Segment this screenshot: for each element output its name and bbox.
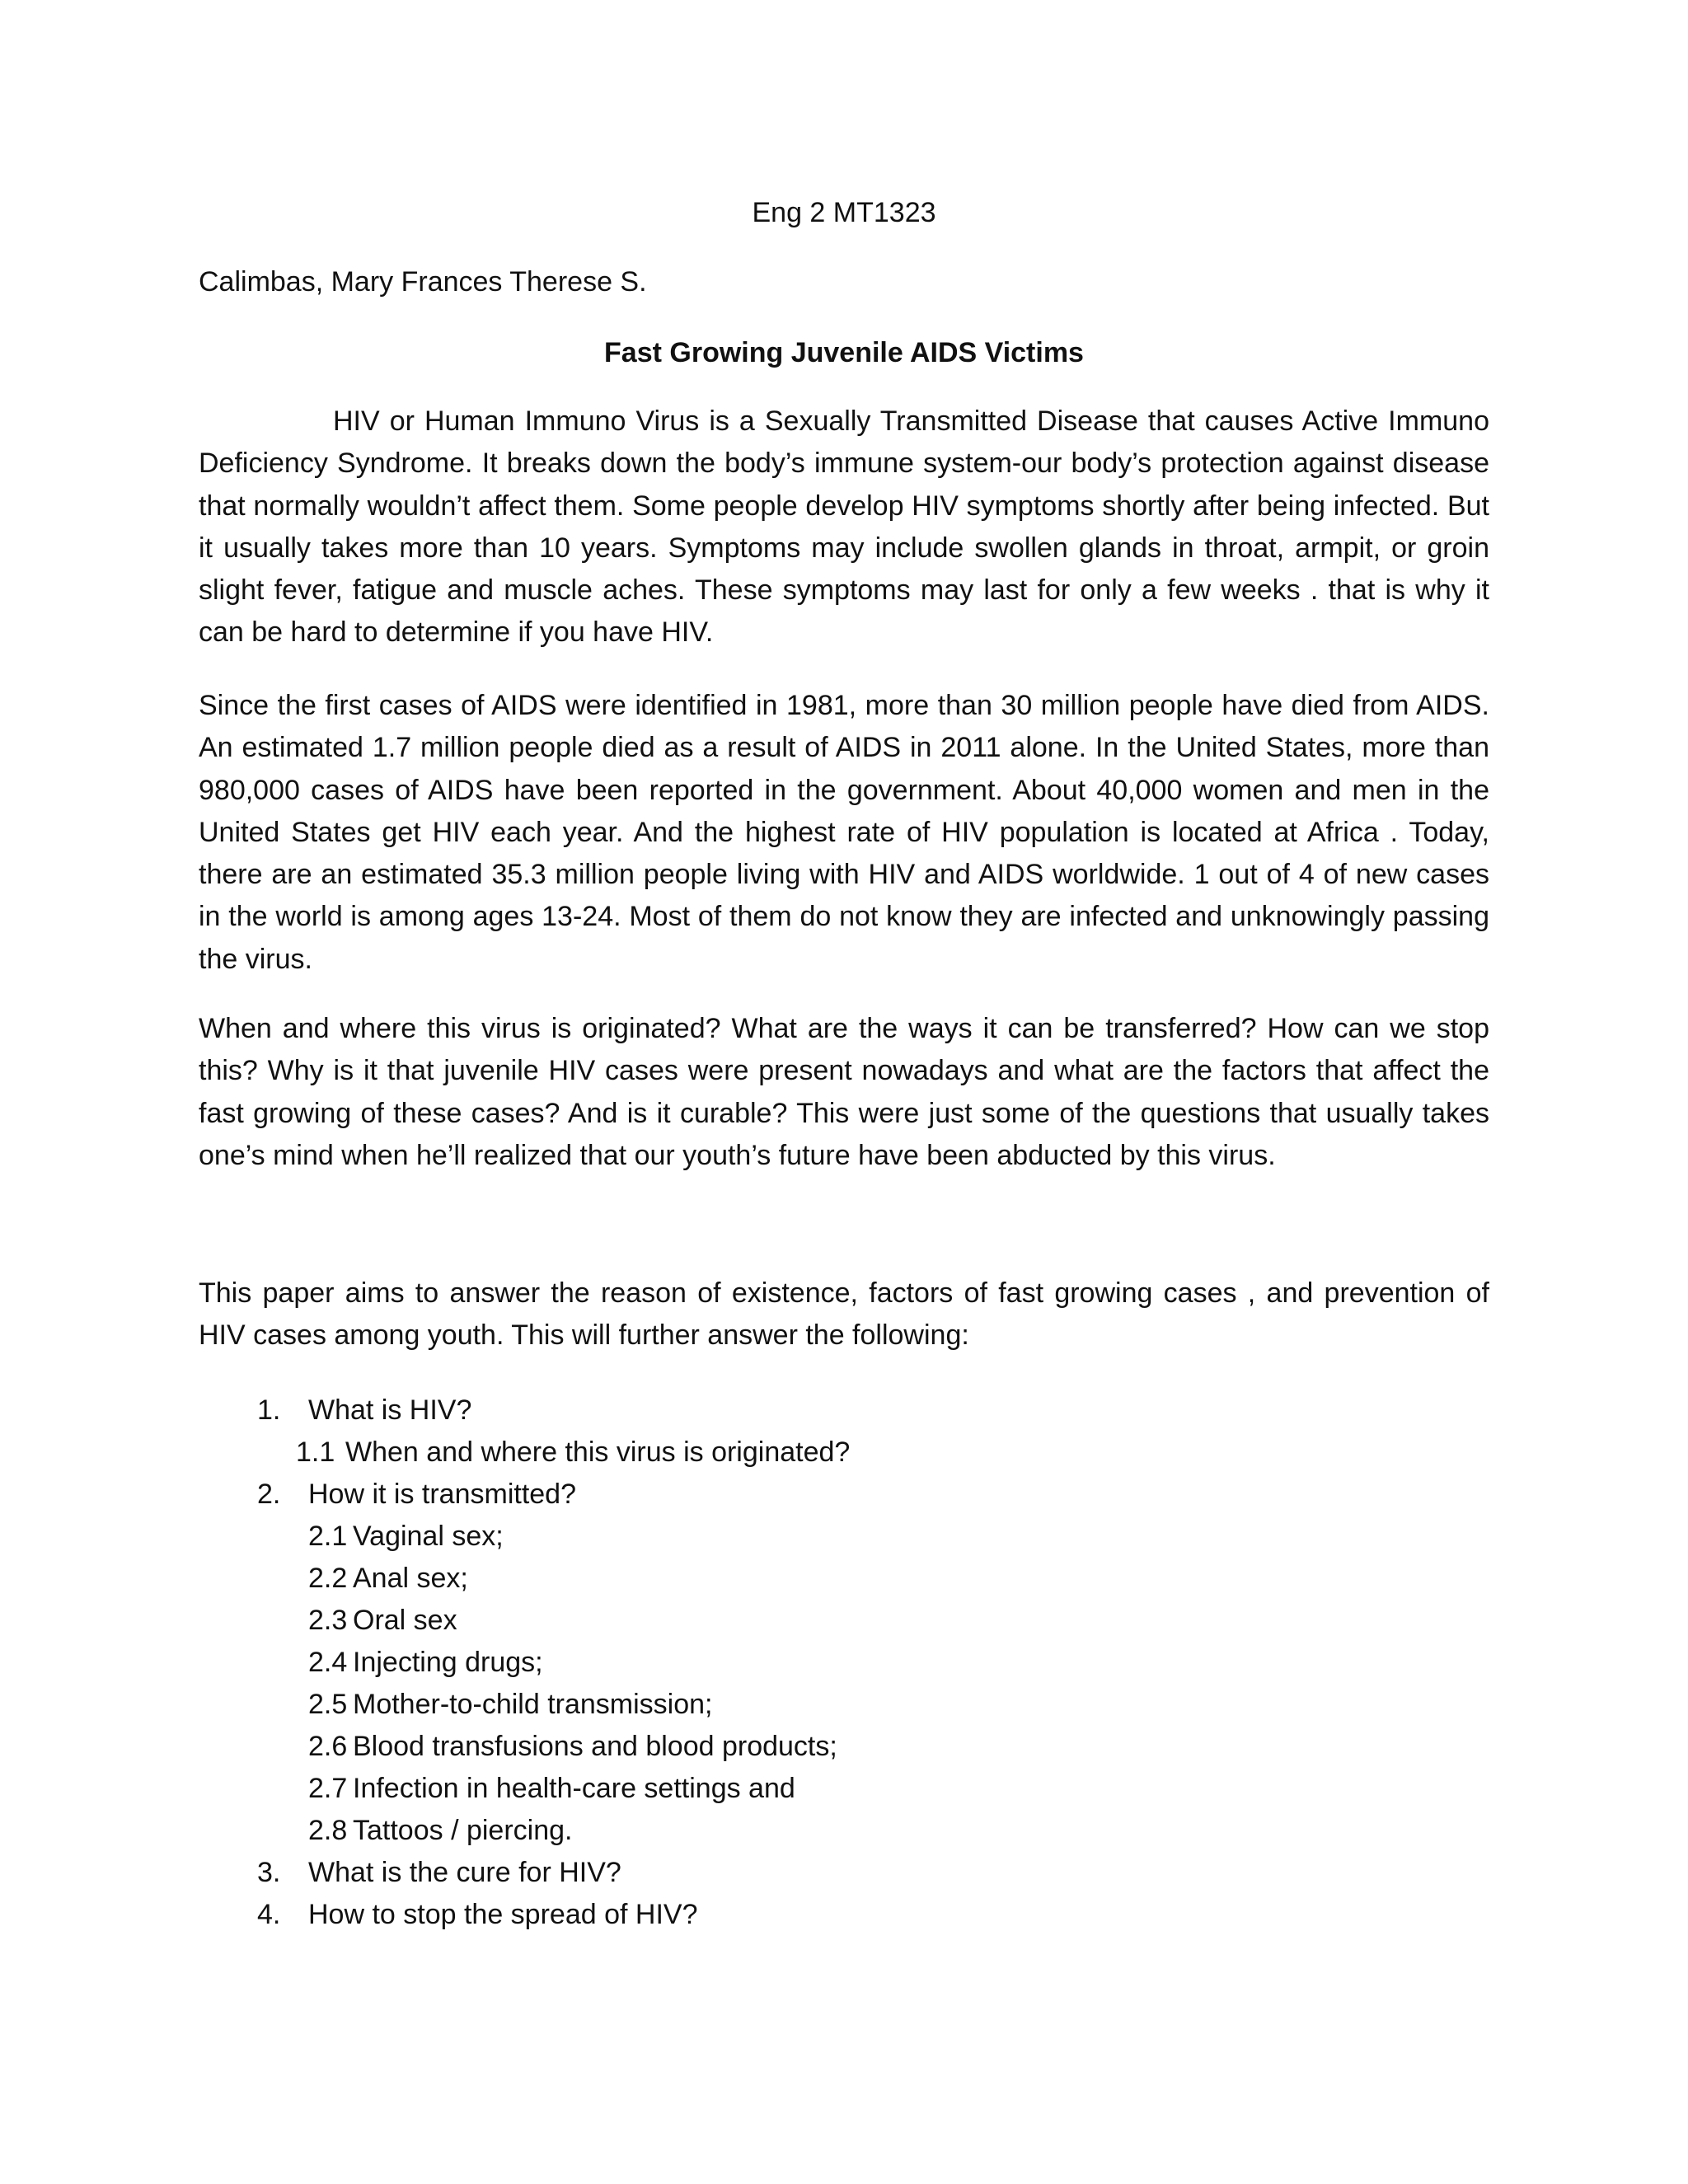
list-text: Infection in health-care settings and [353,1773,795,1804]
list-number: 2.3 [308,1605,348,1636]
list-text: Mother-to-child transmission; [353,1689,713,1720]
list-number: 2.7 [308,1773,348,1804]
list-number: 1. [257,1394,281,1426]
list-text: How to stop the spread of HIV? [308,1899,698,1930]
list-text: Blood transfusions and blood products; [353,1731,837,1762]
list-text: Vaginal sex; [353,1521,504,1552]
paragraph-3: When and where this virus is originated? What are the ways it can be transferred? How can we stop this? Why is it that juvenile HIV cases were present nowadays and what are the factors that affect the fast growing of these cases? And is it curable? This were just some of the questions that usually takes one’s mind when he’ll realized that our youth’s future have been abducted by this virus. [199,1013,1489,1171]
document-title: Fast Growing Juvenile AIDS Victims [604,337,1084,368]
list-text: Anal sex; [353,1563,468,1594]
list-text: Tattoos / piercing. [353,1815,573,1846]
list-number: 2.6 [308,1731,348,1762]
paragraph-4: This paper aims to answer the reason of existence, factors of fast growing cases , and prevention of HIV cases among youth. This will further answer the following: [199,1277,1489,1352]
list-text: How it is transmitted? [308,1479,576,1510]
list-text: Oral sex [353,1605,457,1636]
list-number: 2.8 [308,1815,348,1846]
list-text: Injecting drugs; [353,1647,543,1678]
paragraph-2: Since the first cases of AIDS were identified in 1981, more than 30 million people have died from AIDS. An estimated 1.7 million people died as a result of AIDS in 2011 alone. In the United States, more than 980,000 cases of AIDS have been reported in the government. About 40,000 women and men in the United States get HIV each year. And the highest rate of HIV population is located at Africa . Today, there are an estimated 35.3 million people living with HIV and AIDS worldwide. 1 out of 4 of new cases in the world is among ages 13-24. Most of them do not know they are infected and unknowingly passing the virus. [199,690,1489,975]
paragraph-1: HIV or Human Immuno Virus is a Sexually Transmitted Disease that causes Active Immuno Deficiency Syndrome. It breaks down the body’s immune system-our body’s protection against disease that normally wouldn’t affect them. Some people develop HIV symptoms shortly after being infected. But it usually takes more than 10 years. Symptoms may include swollen glands in throat, armpit, or groin slight fever, fatigue and muscle aches. These symptoms may last for only a few weeks . that is why it can be hard to determine if you have HIV. [199,405,1489,649]
list-text: What is HIV? [308,1394,472,1426]
list-number: 2.2 [308,1563,348,1594]
author-name: Calimbas, Mary Frances Therese S. [199,266,647,298]
list-number: 3. [257,1857,281,1888]
list-text: What is the cure for HIV? [308,1857,621,1888]
list-text: When and where this virus is originated? [345,1436,851,1468]
list-number: 1.1 [296,1436,335,1468]
list-number: 4. [257,1899,281,1930]
list-number: 2.5 [308,1689,348,1720]
list-number: 2.4 [308,1647,348,1678]
course-code: Eng 2 MT1323 [752,197,936,228]
list-number: 2. [257,1479,281,1510]
list-number: 2.1 [308,1521,348,1552]
